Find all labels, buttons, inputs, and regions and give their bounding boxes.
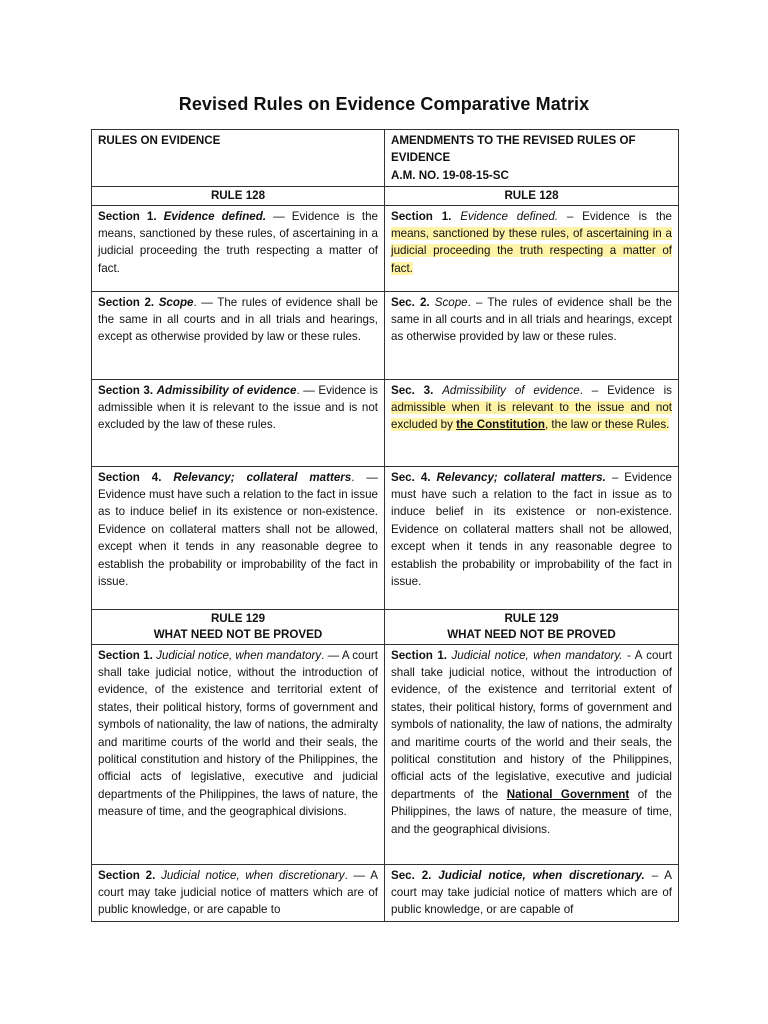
document-title: Revised Rules on Evidence Comparative Matrix [178, 94, 590, 114]
rule-128-row [92, 187, 679, 205]
sec4-128-right: Sec. 4. Relevancy; collateral matters. – Evidence must have such a relation to the fact in issue as to induce belief in its existence or non-existence. Evidence on collateral matters shall not be allowed, except when it tends in any reasonable degree to establish the probability or improbability of the fact in issue. [385, 466, 679, 609]
header-left: RULES ON EVIDENCE [92, 130, 385, 187]
rule-129-left: RULE 129 WHAT NEED NOT BE PROVED [92, 609, 385, 644]
sec1-128-right: Section 1. Evidence defined. – Evidence is the means, sanctioned by these rules, of ascertaining in a judicial proceeding the truth respecting a matter of fact. [385, 205, 679, 291]
header-right: AMENDMENTS TO THE REVISED RULES OF EVIDENCE A.M. NO. 19-08-15-SC [385, 130, 679, 187]
sec3-128-row [92, 379, 679, 466]
sec2-129-row [92, 864, 679, 921]
sec2-129-right: Sec. 2. Judicial notice, when discretionary. – A court may take judicial notice of matters which are of public knowledge, or are capable of [385, 864, 679, 921]
highlight-text: admissible when it is relevant to the issue and not excluded by the Constitution, the law or these Rules. [391, 401, 672, 432]
underlined-text: the Constitution [456, 418, 545, 432]
sec4-128-left: Section 4. Relevancy; collateral matters. — Evidence must have such a relation to the fact in issue as to induce belief in its existence or non-existence. Evidence on collateral matters shall not be allowed, except when it tends in any reasonable degree to establish the probability or improbability of the fact in issue. [92, 466, 385, 609]
sec1-128-left: Section 1. Evidence defined. — Evidence is the means, sanctioned by these rules, of ascertaining in a judicial proceeding the truth respecting a matter of fact. [92, 205, 385, 291]
sec4-128-row [92, 466, 679, 609]
rule-129-right: RULE 129 WHAT NEED NOT BE PROVED [385, 609, 679, 644]
header-row [92, 130, 679, 187]
sec3-128-right: Sec. 3. Admissibility of evidence. – Evidence is admissible when it is relevant to the issue and not excluded by the Constitution, the law or these Rules. [385, 379, 679, 466]
sec2-129-left: Section 2. Judicial notice, when discretionary. — A court may take judicial notice of matters which are of public knowledge, or are capable to [92, 864, 385, 921]
sec1-129-left: Section 1. Judicial notice, when mandatory. — A court shall take judicial notice, without the introduction of evidence, of the existence and territorial extent of states, their political history, forms of government and symbols of nationality, the law of nations, the admiralty and maritime courts of the world and their seals, the political constitution and history of the Philippines, the official acts of legislative, executive and judicial departments of the Philippines, the laws of nature, the measure of time, and the geographical divisions. [92, 644, 385, 864]
sec3-128-left: Section 3. Admissibility of evidence. — Evidence is admissible when it is relevant to the issue and is not excluded by the law of these rules. [92, 379, 385, 466]
rule-128-right: RULE 128 [385, 187, 679, 205]
rule-129-row [92, 609, 679, 644]
sec1-129-right: Section 1. Judicial notice, when mandatory. - A court shall take judicial notice, without the introduction of evidence, of the existence and territorial extent of states, their political history, forms of government and symbols of nationality, the law of nations, the admiralty and maritime courts of the world and their seals, the political constitution and history of the Philippines, official acts of the legislative, executive and judicial departments of the National Government of the Philippines, the laws of nature, the measure of time, and the geographical divisions. [385, 644, 679, 864]
highlight-text: means, sanctioned by these rules, of ascertaining in a judicial proceeding the truth respecting a matter of fact. [391, 227, 672, 275]
sec2-128-right: Sec. 2. Scope. – The rules of evidence shall be the same in all courts and in all trials and hearings, except as otherwise provided by law or these rules. [385, 291, 679, 379]
sec2-128-row [92, 291, 679, 379]
rule-128-left: RULE 128 [92, 187, 385, 205]
sec1-129-row [92, 644, 679, 864]
sec1-128-row [92, 205, 679, 291]
underlined-text: National Government [506, 787, 630, 801]
sec2-128-left: Section 2. Scope. — The rules of evidence shall be the same in all courts and in all trials and hearings, except as otherwise provided by law or these rules. [92, 291, 385, 379]
comparative-matrix-table [91, 129, 679, 922]
